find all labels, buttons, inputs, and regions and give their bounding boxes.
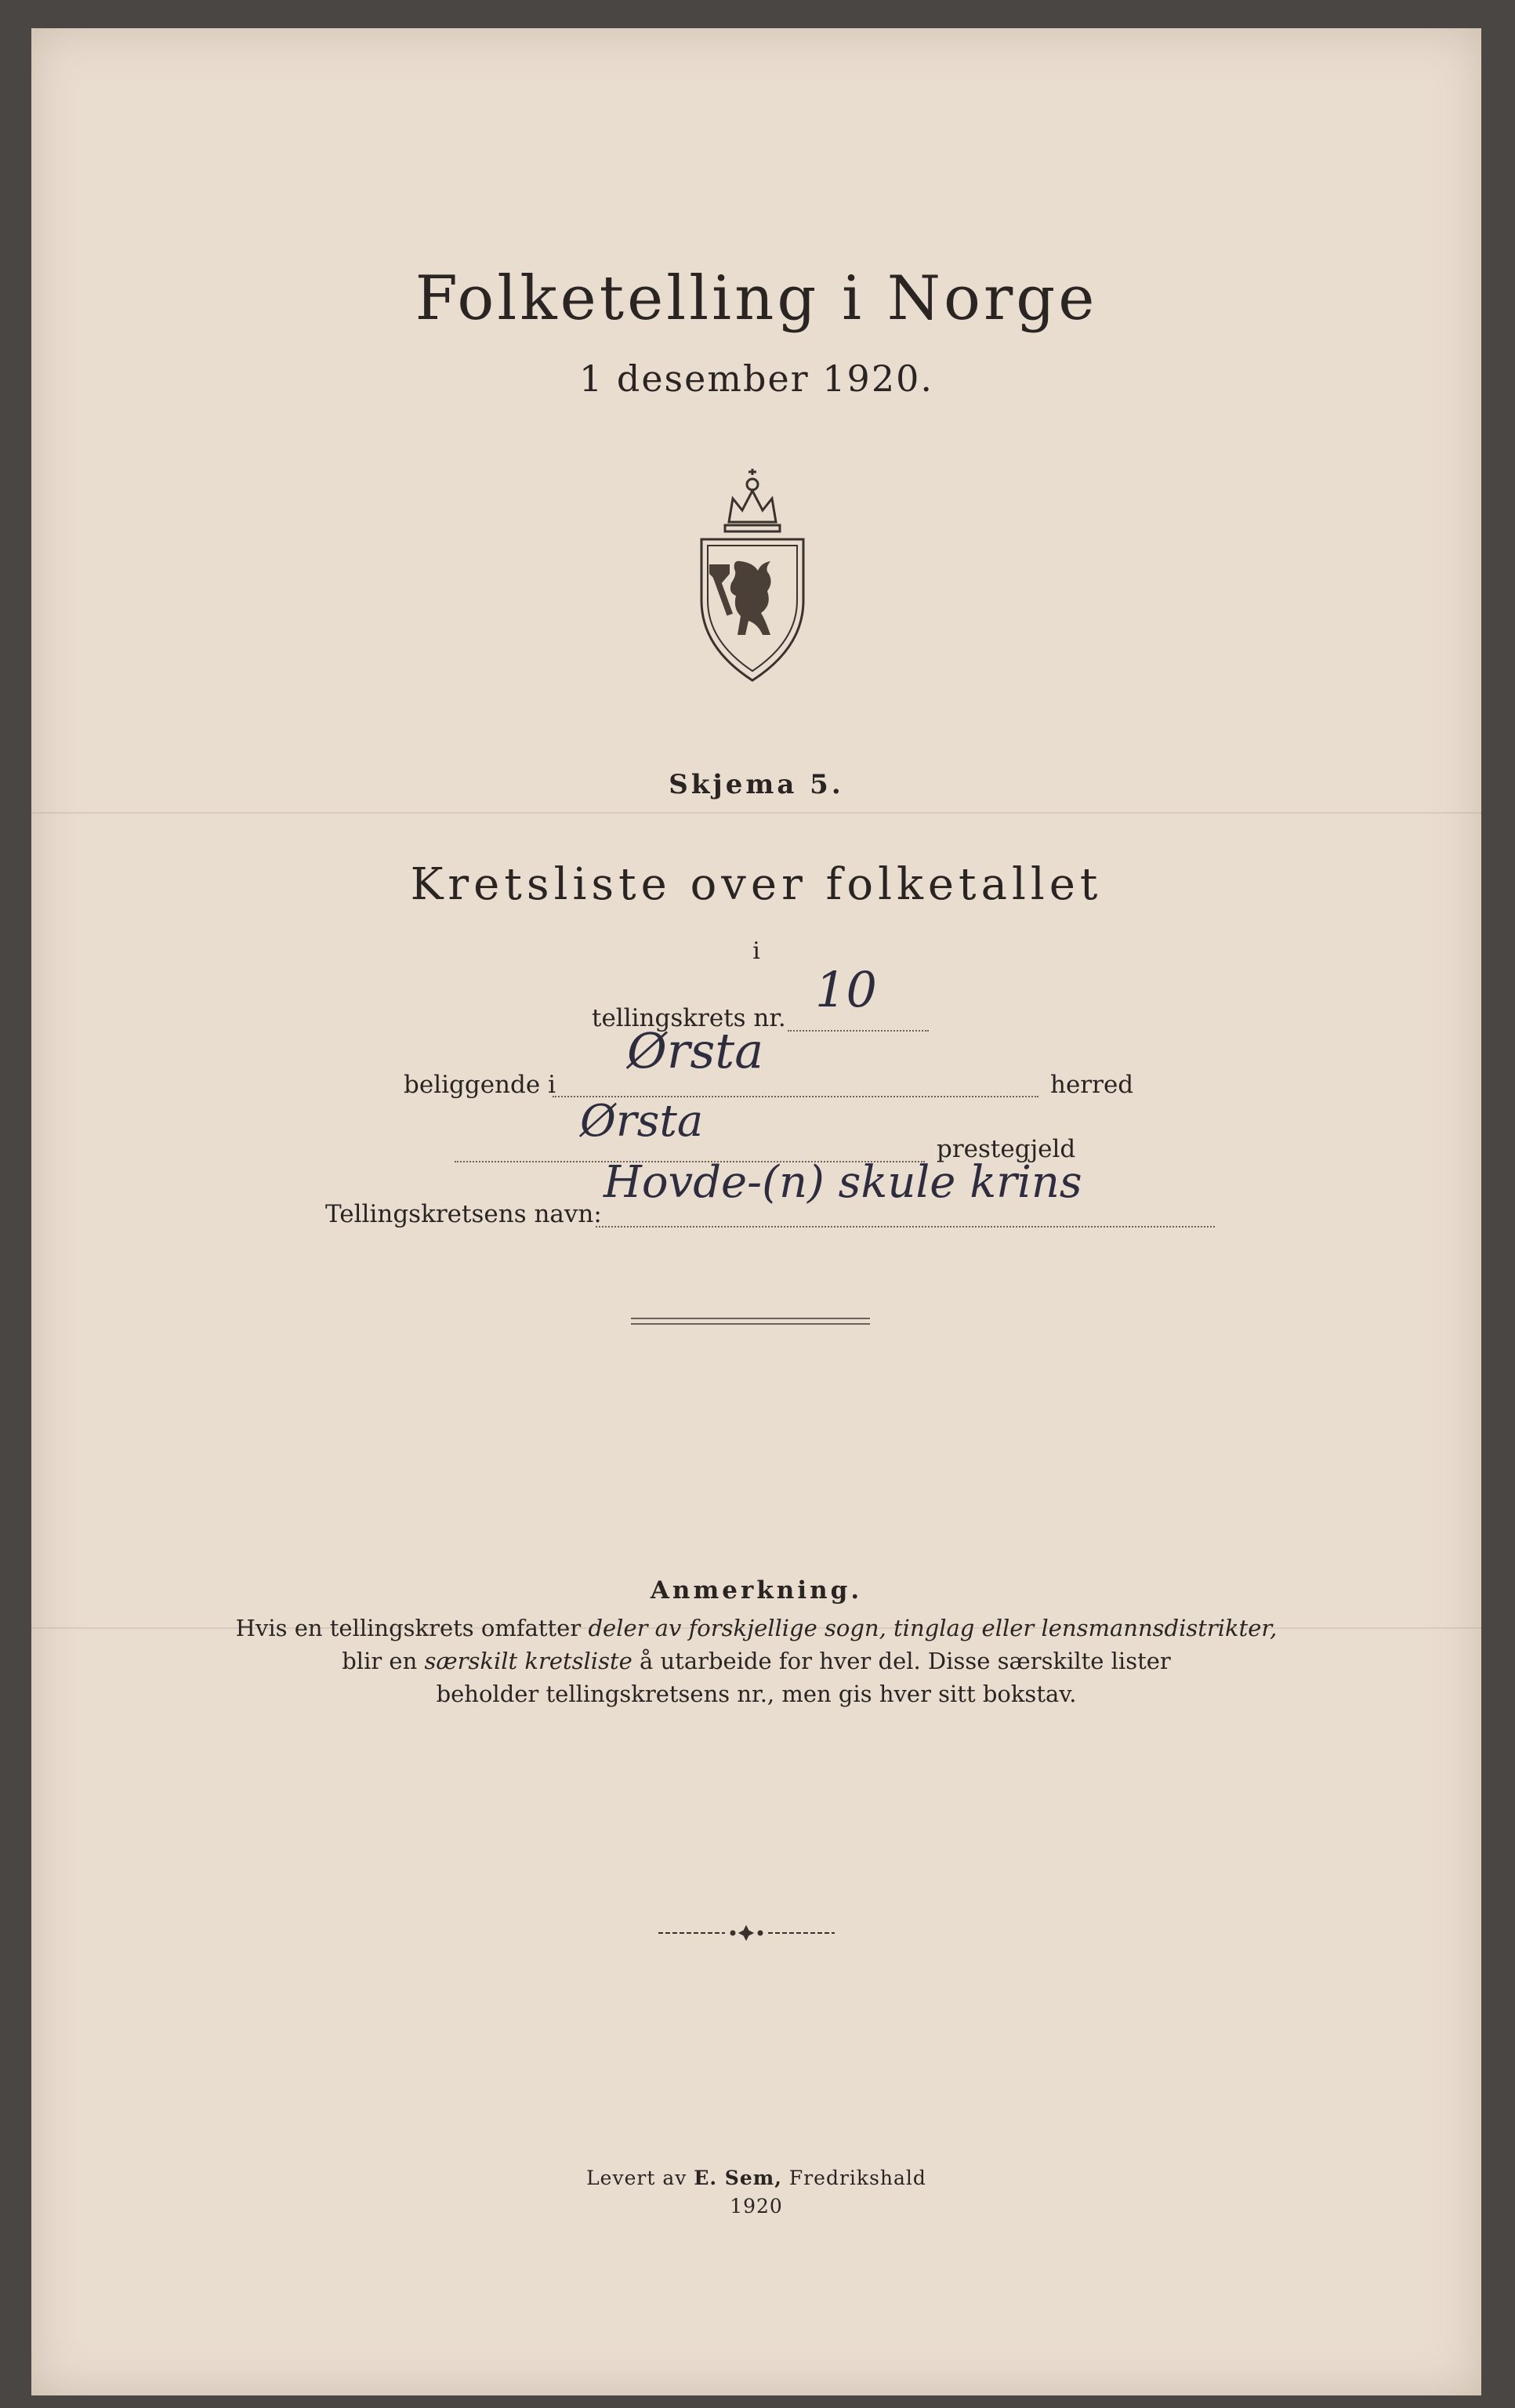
prestegjeld-value: Ørsta <box>580 1096 704 1147</box>
remark-line-1 <box>231 1612 1281 1645</box>
printer-imprint <box>31 2167 1481 2189</box>
divider-line <box>631 1318 870 1319</box>
remark-line-1-start: Hvis en tellingskrets omfatter <box>235 1615 582 1641</box>
imprint-place: Fredrikshald <box>788 2167 926 2189</box>
census-form-page <box>31 28 1481 2395</box>
beliggende-label: beliggende i <box>404 1071 556 1099</box>
divider-line <box>631 1323 870 1325</box>
remark-text <box>231 1612 1281 1710</box>
form-heading: Kretsliste over folketallet <box>410 859 1103 910</box>
form-date: 1 desember 1920. <box>579 357 933 400</box>
tellingskrets-line <box>788 1030 929 1032</box>
paper-fold <box>31 812 1481 814</box>
imprint-publisher: E. Sem, <box>694 2167 782 2189</box>
navn-value: Hovde-(n) skule krins <box>603 1157 1082 1208</box>
schema-number: Skjema 5. <box>669 769 844 800</box>
norwegian-coat-of-arms-icon <box>686 467 819 687</box>
remark-line-2 <box>231 1645 1281 1677</box>
remark-line-1-italic: deler av forskjellige sogn, tinglag eller lensmannsdistrikter, <box>588 1615 1278 1641</box>
herred-label: herred <box>1050 1071 1134 1099</box>
herred-value: Ørsta <box>627 1022 764 1079</box>
decorative-divider-icon <box>658 1925 835 1941</box>
preposition-text: i <box>752 937 760 965</box>
imprint-year: 1920 <box>730 2195 783 2218</box>
remark-line-2-start: blir en <box>342 1648 418 1674</box>
navn-label: Tellingskretsens navn: <box>325 1200 602 1228</box>
navn-line <box>596 1226 1215 1228</box>
remark-line-3: beholder tellingskretsens nr., men gis hver sitt bokstav. <box>436 1681 1077 1707</box>
imprint-prefix: Levert av <box>586 2167 687 2189</box>
tellingskrets-value: 10 <box>815 961 877 1018</box>
tellingskrets-label: tellingskrets nr. <box>592 1004 786 1032</box>
form-title: Folketelling i Norge <box>415 263 1098 334</box>
remark-line-2-italic: særskilt kretsliste <box>424 1648 632 1674</box>
prestegjeld-label: prestegjeld <box>937 1135 1076 1163</box>
remark-line-2-end: å utarbeide for hver del. Disse særskilte lister <box>639 1648 1171 1674</box>
remark-title: Anmerkning. <box>650 1576 863 1605</box>
